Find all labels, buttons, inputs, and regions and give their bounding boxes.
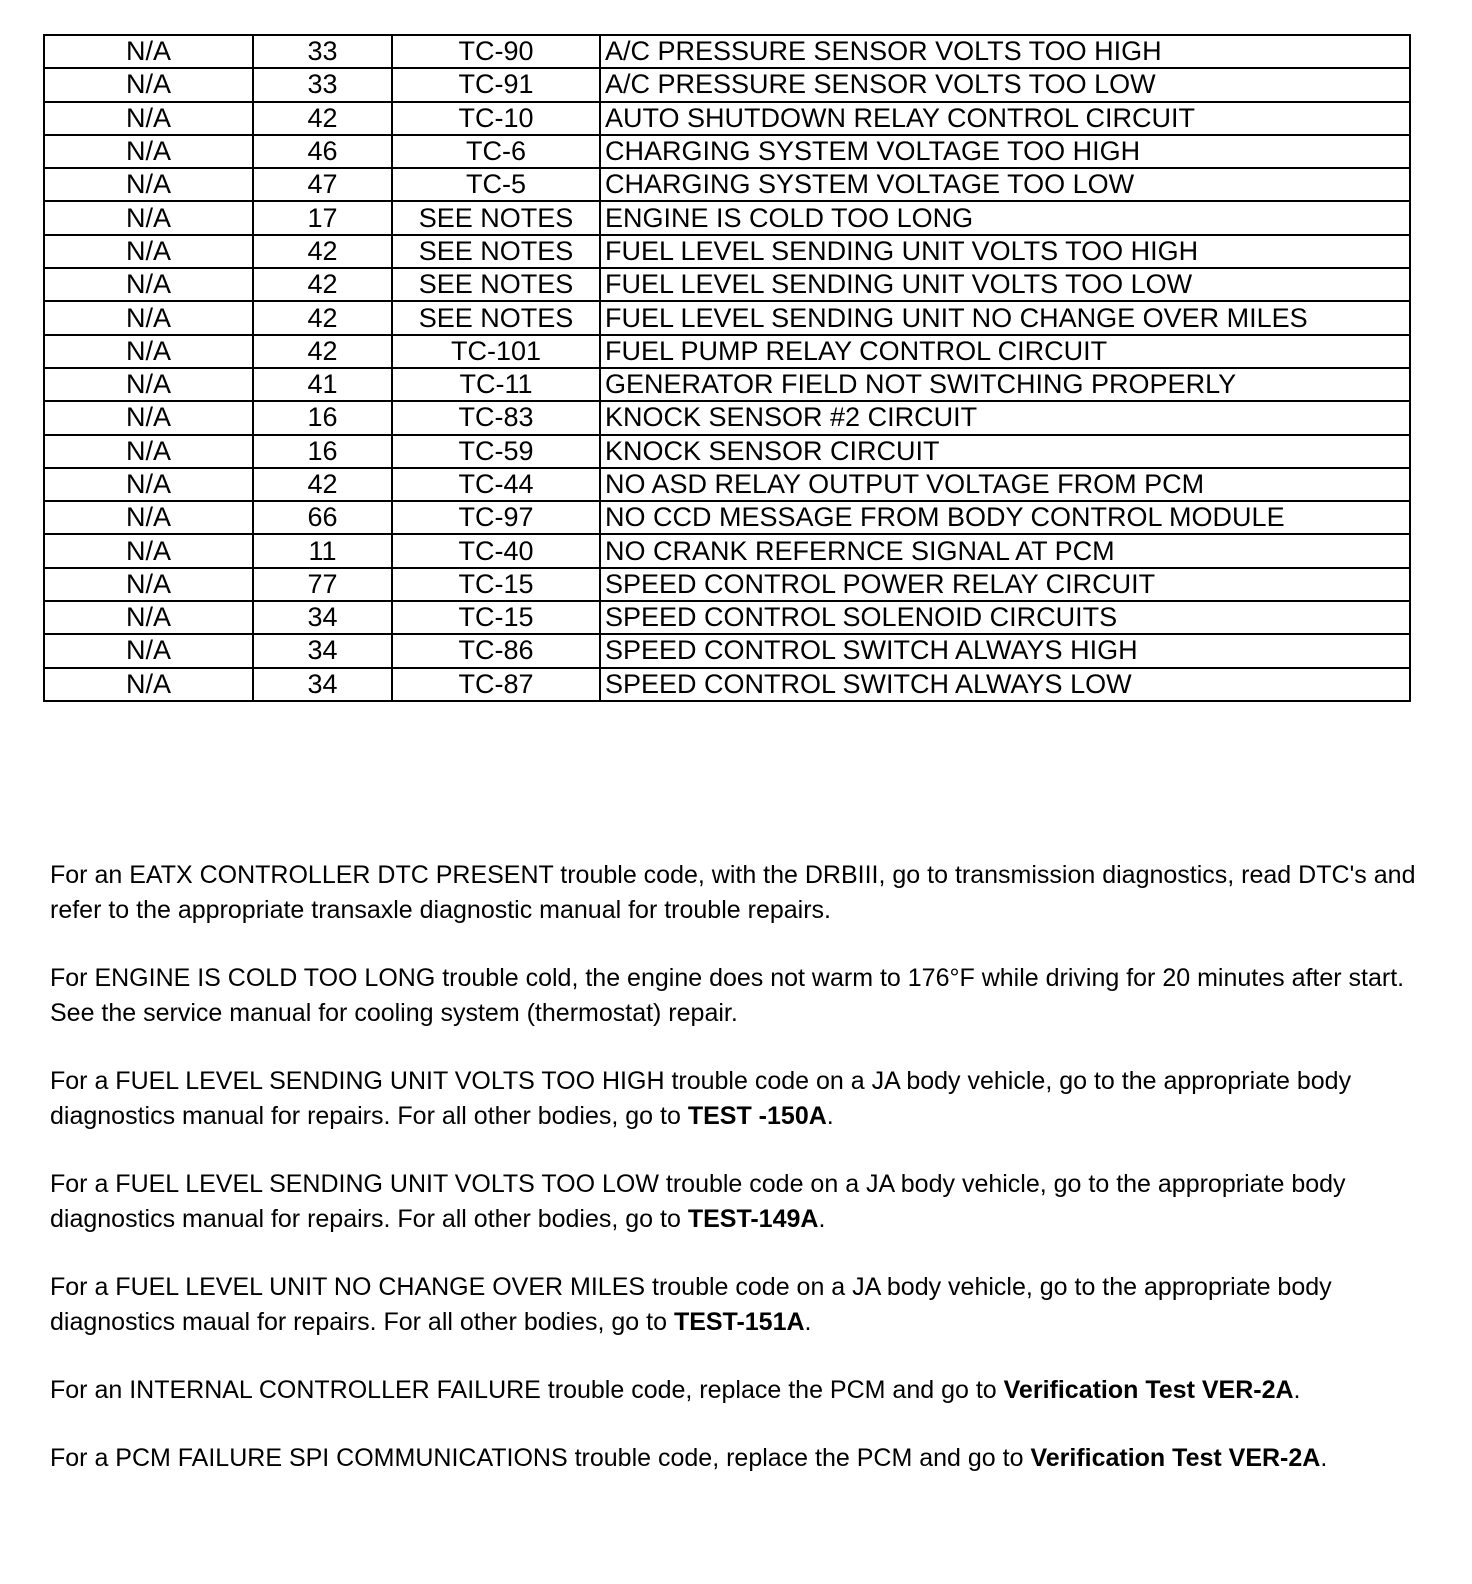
- test-cell: TC-87: [392, 668, 600, 701]
- test-cell: TC-11: [392, 368, 600, 401]
- description-cell: ENGINE IS COLD TOO LONG: [600, 201, 1410, 234]
- obd-code-cell: N/A: [44, 368, 253, 401]
- description-cell: CHARGING SYSTEM VOLTAGE TOO HIGH: [600, 135, 1410, 168]
- mil-code-cell: 42: [253, 301, 392, 334]
- mil-code-cell: 16: [253, 401, 392, 434]
- test-cell: TC-15: [392, 568, 600, 601]
- obd-code-cell: N/A: [44, 335, 253, 368]
- table-row: [44, 201, 1410, 234]
- table-row: [44, 301, 1410, 334]
- note-text: For an INTERNAL CONTROLLER FAILURE trouble code, replace the PCM and go to: [50, 1376, 1004, 1404]
- table-row: [44, 68, 1410, 101]
- mil-code-cell: 41: [253, 368, 392, 401]
- description-cell: FUEL LEVEL SENDING UNIT NO CHANGE OVER MILES: [600, 301, 1410, 334]
- note-paragraph: [50, 961, 1430, 1031]
- test-cell: TC-86: [392, 634, 600, 667]
- test-cell: SEE NOTES: [392, 301, 600, 334]
- dtc-table-body: [44, 35, 1410, 701]
- obd-code-cell: N/A: [44, 135, 253, 168]
- note-text: For ENGINE IS COLD TOO LONG trouble cold, the engine does not warm to 176°F while driving for 20 minutes after start. See the service manual for cooling system (thermostat) repair.: [50, 964, 1405, 1027]
- mil-code-cell: 42: [253, 268, 392, 301]
- note-end: .: [1320, 1444, 1328, 1472]
- mil-code-cell: 17: [253, 201, 392, 234]
- mil-code-cell: 33: [253, 68, 392, 101]
- test-cell: SEE NOTES: [392, 235, 600, 268]
- obd-code-cell: N/A: [44, 235, 253, 268]
- table-row: [44, 168, 1410, 201]
- table-row: [44, 235, 1410, 268]
- test-cell: TC-6: [392, 135, 600, 168]
- table-row: [44, 35, 1410, 68]
- obd-code-cell: N/A: [44, 268, 253, 301]
- table-row: [44, 401, 1410, 434]
- obd-code-cell: N/A: [44, 435, 253, 468]
- table-row: [44, 335, 1410, 368]
- mil-code-cell: 34: [253, 668, 392, 701]
- test-cell: TC-10: [392, 102, 600, 135]
- test-reference: TEST -150A: [687, 1102, 827, 1130]
- test-cell: TC-15: [392, 601, 600, 634]
- obd-code-cell: N/A: [44, 568, 253, 601]
- test-cell: SEE NOTES: [392, 201, 600, 234]
- mil-code-cell: 46: [253, 135, 392, 168]
- table-row: [44, 135, 1410, 168]
- obd-code-cell: N/A: [44, 634, 253, 667]
- description-cell: SPEED CONTROL POWER RELAY CIRCUIT: [600, 568, 1410, 601]
- note-end: .: [804, 1308, 812, 1336]
- description-cell: SPEED CONTROL SOLENOID CIRCUITS: [600, 601, 1410, 634]
- table-row: [44, 634, 1410, 667]
- mil-code-cell: 77: [253, 568, 392, 601]
- obd-code-cell: N/A: [44, 301, 253, 334]
- dtc-table: [43, 34, 1411, 702]
- description-cell: NO CRANK REFERNCE SIGNAL AT PCM: [600, 534, 1410, 567]
- obd-code-cell: N/A: [44, 35, 253, 68]
- test-cell: TC-90: [392, 35, 600, 68]
- obd-code-cell: N/A: [44, 168, 253, 201]
- table-row: [44, 368, 1410, 401]
- test-cell: TC-40: [392, 534, 600, 567]
- mil-code-cell: 42: [253, 235, 392, 268]
- obd-code-cell: N/A: [44, 601, 253, 634]
- note-paragraph: [50, 858, 1430, 928]
- mil-code-cell: 34: [253, 601, 392, 634]
- description-cell: A/C PRESSURE SENSOR VOLTS TOO HIGH: [600, 35, 1410, 68]
- test-cell: TC-97: [392, 501, 600, 534]
- mil-code-cell: 66: [253, 501, 392, 534]
- test-cell: TC-91: [392, 68, 600, 101]
- note-end: .: [818, 1205, 826, 1233]
- note-paragraph: [50, 1167, 1430, 1237]
- note-text: For a FUEL LEVEL SENDING UNIT VOLTS TOO HIGH trouble code on a JA body vehicle, go to the appropriate body diagnostics manual for repairs. For all other bodies, go to: [50, 1067, 1352, 1130]
- obd-code-cell: N/A: [44, 534, 253, 567]
- description-cell: GENERATOR FIELD NOT SWITCHING PROPERLY: [600, 368, 1410, 401]
- obd-code-cell: N/A: [44, 102, 253, 135]
- description-cell: NO CCD MESSAGE FROM BODY CONTROL MODULE: [600, 501, 1410, 534]
- test-cell: TC-101: [392, 335, 600, 368]
- test-reference: TEST-149A: [687, 1205, 819, 1233]
- note-end: .: [826, 1102, 834, 1130]
- description-cell: FUEL LEVEL SENDING UNIT VOLTS TOO LOW: [600, 268, 1410, 301]
- test-cell: TC-5: [392, 168, 600, 201]
- note-paragraph: [50, 1064, 1430, 1134]
- obd-code-cell: N/A: [44, 468, 253, 501]
- table-row: [44, 468, 1410, 501]
- description-cell: KNOCK SENSOR #2 CIRCUIT: [600, 401, 1410, 434]
- description-cell: A/C PRESSURE SENSOR VOLTS TOO LOW: [600, 68, 1410, 101]
- obd-code-cell: N/A: [44, 668, 253, 701]
- test-cell: TC-59: [392, 435, 600, 468]
- test-reference: Verification Test VER-2A: [1030, 1444, 1321, 1472]
- obd-code-cell: N/A: [44, 401, 253, 434]
- test-reference: Verification Test VER-2A: [1003, 1376, 1294, 1404]
- note-text: For a PCM FAILURE SPI COMMUNICATIONS trouble code, replace the PCM and go to: [50, 1444, 1031, 1472]
- obd-code-cell: N/A: [44, 68, 253, 101]
- table-row: [44, 668, 1410, 701]
- mil-code-cell: 16: [253, 435, 392, 468]
- test-cell: TC-44: [392, 468, 600, 501]
- note-paragraph: [50, 1441, 1430, 1476]
- table-row: [44, 534, 1410, 567]
- mil-code-cell: 34: [253, 634, 392, 667]
- obd-code-cell: N/A: [44, 501, 253, 534]
- description-cell: CHARGING SYSTEM VOLTAGE TOO LOW: [600, 168, 1410, 201]
- mil-code-cell: 42: [253, 335, 392, 368]
- note-end: .: [1293, 1376, 1301, 1404]
- description-cell: FUEL PUMP RELAY CONTROL CIRCUIT: [600, 335, 1410, 368]
- description-cell: FUEL LEVEL SENDING UNIT VOLTS TOO HIGH: [600, 235, 1410, 268]
- mil-code-cell: 33: [253, 35, 392, 68]
- mil-code-cell: 42: [253, 102, 392, 135]
- description-cell: KNOCK SENSOR CIRCUIT: [600, 435, 1410, 468]
- note-text: For an EATX CONTROLLER DTC PRESENT trouble code, with the DRBIII, go to transmission diagnostics, read DTC's and refer to the appropriate transaxle diagnostic manual for trouble repairs.: [50, 861, 1416, 924]
- table-row: [44, 102, 1410, 135]
- test-reference: TEST-151A: [673, 1308, 805, 1336]
- note-paragraph: [50, 1373, 1430, 1408]
- table-row: [44, 435, 1410, 468]
- table-row: [44, 601, 1410, 634]
- note-text: For a FUEL LEVEL UNIT NO CHANGE OVER MILES trouble code on a JA body vehicle, go to the appropriate body diagnostics maual for repairs. For all other bodies, go to: [50, 1273, 1332, 1336]
- notes-section: [50, 858, 1430, 1509]
- test-cell: TC-83: [392, 401, 600, 434]
- mil-code-cell: 42: [253, 468, 392, 501]
- obd-code-cell: N/A: [44, 201, 253, 234]
- description-cell: SPEED CONTROL SWITCH ALWAYS HIGH: [600, 634, 1410, 667]
- table-row: [44, 268, 1410, 301]
- description-cell: SPEED CONTROL SWITCH ALWAYS LOW: [600, 668, 1410, 701]
- mil-code-cell: 11: [253, 534, 392, 567]
- description-cell: NO ASD RELAY OUTPUT VOLTAGE FROM PCM: [600, 468, 1410, 501]
- note-paragraph: [50, 1270, 1430, 1340]
- table-row: [44, 501, 1410, 534]
- table-row: [44, 568, 1410, 601]
- note-text: For a FUEL LEVEL SENDING UNIT VOLTS TOO LOW trouble code on a JA body vehicle, go to the appropriate body diagnostics manual for repairs. For all other bodies, go to: [50, 1170, 1346, 1233]
- test-cell: SEE NOTES: [392, 268, 600, 301]
- mil-code-cell: 47: [253, 168, 392, 201]
- description-cell: AUTO SHUTDOWN RELAY CONTROL CIRCUIT: [600, 102, 1410, 135]
